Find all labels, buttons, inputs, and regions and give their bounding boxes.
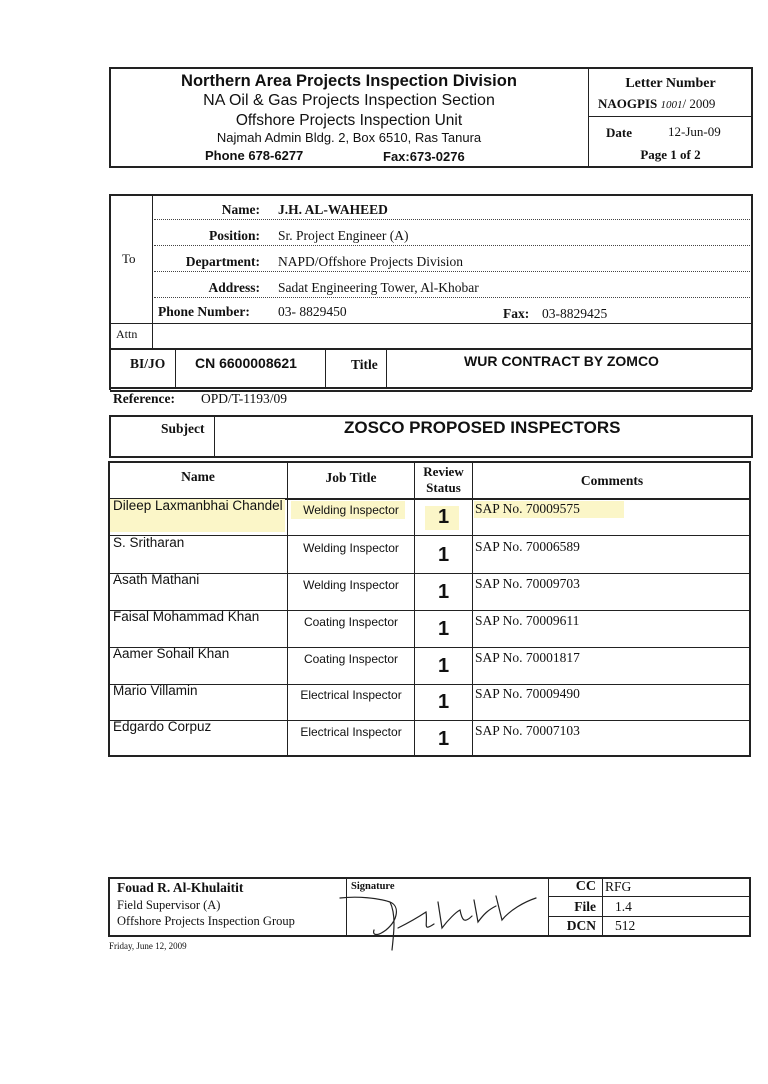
row-comment: SAP No. 70009611 [475, 613, 580, 628]
row-job-title: Welding Inspector [303, 541, 399, 555]
subject-label: Subject [161, 421, 205, 436]
row-name: S. Sritharan [113, 535, 185, 550]
letter-number-year: / 2009 [682, 96, 716, 111]
letter-number [598, 96, 715, 112]
to-label: To [122, 251, 136, 266]
phone-label: Phone Number: [158, 304, 250, 319]
unit-title: Offshore Projects Inspection Unit [235, 112, 463, 129]
col-header-job-title: Job Title [325, 470, 377, 485]
title-label: Title [351, 357, 378, 372]
bijo-value: CN 6600008621 [195, 355, 297, 371]
name-label: Name: [221, 202, 260, 217]
col-header-name: Name [181, 469, 215, 484]
row-status: 1 [437, 728, 450, 750]
row-status: 1 [437, 618, 450, 640]
letter-number-label: Letter Number [625, 76, 716, 91]
office-fax: Fax:673-0276 [383, 149, 465, 164]
row-name: Mario Villamin [113, 683, 198, 698]
date-label: Date [606, 125, 632, 140]
row-comment: SAP No. 70007103 [475, 723, 580, 738]
to-column-divider [152, 195, 153, 323]
row-job-title: Electrical Inspector [300, 688, 402, 702]
signer-group: Offshore Projects Inspection Group [117, 914, 295, 928]
handwritten-signature [338, 880, 538, 952]
addressee-phone: 03- 8829450 [278, 304, 347, 319]
row-job-title: Coating Inspector [303, 615, 399, 629]
reference-label: Reference: [113, 391, 175, 406]
row-comment: SAP No. 70001817 [475, 650, 580, 665]
row-name: Dileep Laxmanbhai Chandel [113, 498, 283, 513]
position-label: Position: [208, 228, 260, 243]
signature-label: Signature [351, 881, 395, 892]
subject-value: ZOSCO PROPOSED INSPECTORS [344, 418, 621, 437]
date-value: 12-Jun-09 [668, 124, 721, 139]
row-name: Aamer Sohail Khan [113, 646, 230, 661]
attn-label: Attn [116, 327, 138, 341]
attn-divider [152, 323, 153, 348]
row-name: Asath Mathani [113, 572, 200, 587]
address-label: Address: [208, 280, 260, 295]
addressee-address: Sadat Engineering Tower, Al-Khobar [278, 280, 479, 295]
fax-label: Fax: [503, 306, 530, 321]
row-job-title: Electrical Inspector [300, 725, 402, 739]
signer-name: Fouad R. Al-Khulaitit [117, 880, 244, 895]
row-comment: SAP No. 70009490 [475, 686, 580, 701]
dcn-label: DCN [566, 918, 596, 933]
row-comment: SAP No. 70006589 [475, 539, 580, 554]
print-date: Friday, June 12, 2009 [109, 941, 187, 951]
reference-value: OPD/T-1193/09 [201, 391, 288, 406]
row-comment: SAP No. 70009703 [475, 576, 580, 591]
row-job-title: Welding Inspector [303, 578, 399, 592]
cc-value: RFG [605, 879, 632, 894]
addressee-department: NAPD/Offshore Projects Division [278, 254, 463, 269]
page-number: Page 1 of 2 [640, 147, 701, 162]
addressee-name: J.H. AL-WAHEED [278, 202, 388, 217]
addressee-fax: 03-8829425 [542, 306, 608, 321]
bijo-label: BI/JO [130, 356, 166, 371]
row-name: Edgardo Corpuz [113, 719, 212, 734]
section-title: NA Oil & Gas Projects Inspection Section [203, 92, 495, 109]
row-status: 1 [437, 655, 450, 677]
row-job-title: Coating Inspector [303, 652, 399, 666]
division-title: Northern Area Projects Inspection Division [181, 72, 517, 90]
dcn-value: 512 [615, 918, 636, 933]
letter-number-handwritten: 1001 [660, 99, 683, 111]
signer-title: Field Supervisor (A) [117, 898, 221, 912]
department-label: Department: [185, 254, 260, 269]
cc-label: CC [575, 879, 596, 894]
row-status: 1 [437, 544, 450, 566]
file-value: 1.4 [615, 899, 632, 914]
row-job-title: Welding Inspector [303, 503, 399, 517]
to-attn-divider [110, 323, 752, 324]
letter-number-prefix: NAOGPIS [598, 96, 658, 111]
file-label: File [574, 899, 596, 914]
row-status: 1 [437, 581, 450, 603]
row-status: 1 [437, 506, 450, 528]
row-name: Faisal Mohammad Khan [113, 609, 260, 624]
col-header-comments: Comments [580, 473, 644, 488]
header-divider-h [589, 116, 752, 117]
office-address: Najmah Admin Bldg. 2, Box 6510, Ras Tanura [216, 130, 482, 145]
row-status: 1 [437, 691, 450, 713]
office-phone: Phone 678-6277 [205, 148, 304, 163]
title-value: WUR CONTRACT BY ZOMCO [464, 353, 659, 369]
row-comment: SAP No. 70009575 [475, 501, 580, 516]
addressee-position: Sr. Project Engineer (A) [278, 228, 409, 243]
col-header-review-status: Review Status [423, 464, 464, 495]
